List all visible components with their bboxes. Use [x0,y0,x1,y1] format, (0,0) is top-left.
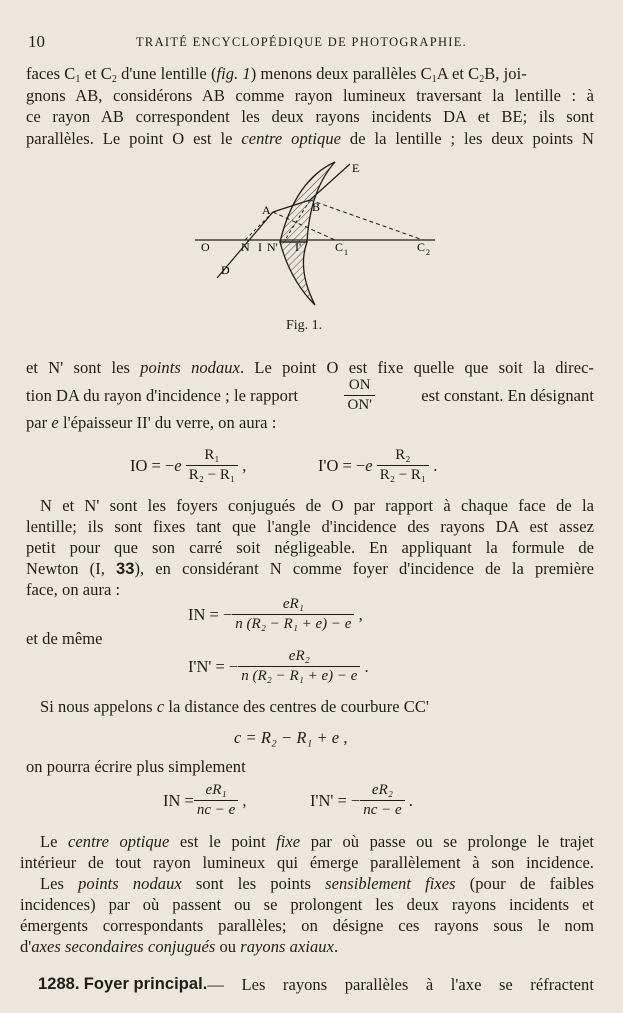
label-N: N [241,240,250,254]
text: (pour de faibles [455,874,594,893]
fraction-numerator: eR₁ [205,782,227,798]
equation-IpNp [188,648,369,685]
para6-line1 [40,832,594,852]
text: par [26,413,52,432]
text: ou [215,937,241,956]
para4 [40,697,429,717]
label-A: A [262,203,271,217]
text: . Le point O est fixe quelle que soit la direc- [239,358,594,377]
fraction-numerator: ON [348,377,371,393]
fraction [360,782,404,819]
para1-line1 [26,64,594,85]
variable-c: c [156,697,165,716]
para7-line2: incidences) par où passent ou se prolongent les deux rayons incidents et [20,895,594,914]
text: A et C [436,64,480,83]
text: I'N' = − [310,790,361,810]
fraction-denominator: n (R₂ − R₁ + e) − e [238,666,360,685]
fraction-numerator: eR₂ [288,648,310,664]
text: Si nous appelons [40,697,157,716]
label-E: E [352,161,360,175]
text: et C [80,64,112,83]
label-C1-sub: 1 [344,248,348,257]
para7-line3: émergents correspondants parallèles; on désigne ces rayons sous le nom [20,916,594,935]
label-I: I [258,240,262,254]
et-de-meme: et de même [26,629,103,648]
dashed-line-B-C2 [310,200,423,240]
section-ref: 33 [116,560,135,578]
fraction-numerator: R₂ [395,447,411,463]
equation-IpO [318,447,437,484]
fraction-denominator: R₂ − R₁ [186,465,238,484]
text: ) menons deux parallèles C [250,64,432,83]
para7-line1 [40,874,594,894]
fraction [194,782,238,819]
text: IO = − [130,455,175,475]
text: . [364,656,369,676]
ratio-ON-ONp [344,377,375,414]
text: B, joi- [484,64,527,83]
term-fixe: fixe [276,832,301,851]
fraction-denominator: ON' [344,395,375,414]
figure-caption: Fig. 1. [286,318,323,333]
fig-reference: fig. 1 [216,64,251,83]
variable-e: e [365,455,373,475]
para7-line4 [20,937,338,957]
text: tion DA du rayon d'incidence ; le rapport [26,385,299,405]
para2-line3 [26,413,276,433]
text: sont les points [181,874,326,893]
fraction-denominator: nc − e [194,800,238,819]
text: Les [40,874,79,893]
fraction-denominator: nc − e [360,800,404,819]
fraction [186,447,238,484]
term-centre-optique: centre optique [241,129,341,148]
para1-line4 [26,129,594,149]
para1-line3: ce rayon AB correspondent les deux rayons incidents DA et BE; ils sont [26,107,594,126]
section-number: 1288. [38,975,80,993]
fraction-numerator: eR₂ [371,782,393,798]
term-points-nodaux: points nodaux [78,874,182,893]
fraction-denominator: R₂ − R₁ [377,465,429,484]
fraction [377,447,429,484]
text: Le [40,832,69,851]
text: Newton (I, [26,559,117,578]
text: la distance des centres de courbure CC' [164,697,429,716]
text: l'épaisseur II' du verre, on aura : [58,413,277,432]
equation-IO [130,447,246,484]
fraction-numerator: eR₁ [282,596,304,612]
fraction [238,648,360,685]
text: , [242,790,247,810]
figure-1-lens-diagram [185,150,445,340]
term-rayons-axiaux: rayons axiaux [240,937,334,956]
term-centre-optique: centre optique [68,832,170,851]
equation-IpNp-simple [310,782,413,819]
para3-line5: face, on aura : [26,580,121,599]
text: , [358,604,363,624]
text: . [408,790,413,810]
variable-e: e [51,413,59,432]
section-title: Foyer principal. [83,975,208,993]
equation-c: c = R₂ − R₁ + e , [234,728,348,747]
label-C2: C [417,240,426,254]
label-B: B [312,200,321,214]
fraction [232,596,354,633]
para5: on pourra écrire plus simplement [26,757,246,776]
text: d' [20,937,32,956]
para3-line4 [26,559,594,579]
fraction-denominator: n (R₂ − R₁ + e) − e [232,614,354,633]
text: d'une lentille ( [116,64,217,83]
para3-line1: N et N' sont les foyers conjugués de O par rapport à chaque face de la [40,496,594,515]
para6-line2: intérieur de tout rayon lumineux qui émerge parallèlement à son incidence. [20,853,594,872]
para1-line2: gnons AB, considérons AB comme rayon lumineux traversant la lentille : à [26,86,594,105]
label-Np: N' [267,240,278,254]
text: IN = − [188,604,233,624]
equation-IN-simple [163,782,247,819]
text: par où passe ou se prolonge le trajet [300,832,594,851]
label-C1: C [335,240,344,254]
section-1288-heading [38,975,594,995]
lens-upper-half [280,162,335,242]
fraction-numerator: R₁ [204,447,220,463]
para2-line1 [26,358,594,378]
para2-line2 [26,377,594,414]
running-title: TRAITÉ ENCYCLOPÉDIQUE DE PHOTOGRAPHIE. [136,35,468,49]
equation-IN [188,596,363,633]
label-C2-sub: 2 [426,248,430,257]
term-axes-secondaires: axes secondaires conjugués [31,937,216,956]
text: IN = [163,790,194,810]
text: est constant. En désignant [421,385,594,405]
para3-line2: lentille; ils sont fixes tant que l'angle d'incidence des rayons DA est assez [26,517,594,536]
text: I'O = − [318,455,366,475]
label-D: D [221,263,230,277]
page-number: 10 [28,32,45,51]
subscript: 1 [431,74,437,85]
label-O: O [201,240,210,254]
subscript: 2 [479,74,485,85]
text: ), en considérant N comme foyer d'incidence de la première [134,559,594,578]
term-points-nodaux: points nodaux [140,358,240,377]
text: est le point [169,832,277,851]
subscript: 2 [111,74,117,85]
text: et N' sont les [26,358,141,377]
subscript: 1 [75,74,81,85]
text: . [333,937,339,956]
text: — Les rayons parallèles à l'axe se réfractent [207,975,594,994]
text: parallèles. Le point O est le [26,129,242,148]
text: . [433,455,438,475]
text: , [242,455,247,475]
label-Ip: I' [295,240,302,254]
para3-line3: petit pour que son carré soit négligeable. En appliquant la formule de [26,538,594,557]
text: faces C [26,64,76,83]
term-sensiblement-fixes: sensiblement fixes [325,874,456,893]
variable-e: e [174,455,182,475]
text: de la lentille ; les deux points N [341,129,594,148]
text: I'N' = − [188,656,239,676]
